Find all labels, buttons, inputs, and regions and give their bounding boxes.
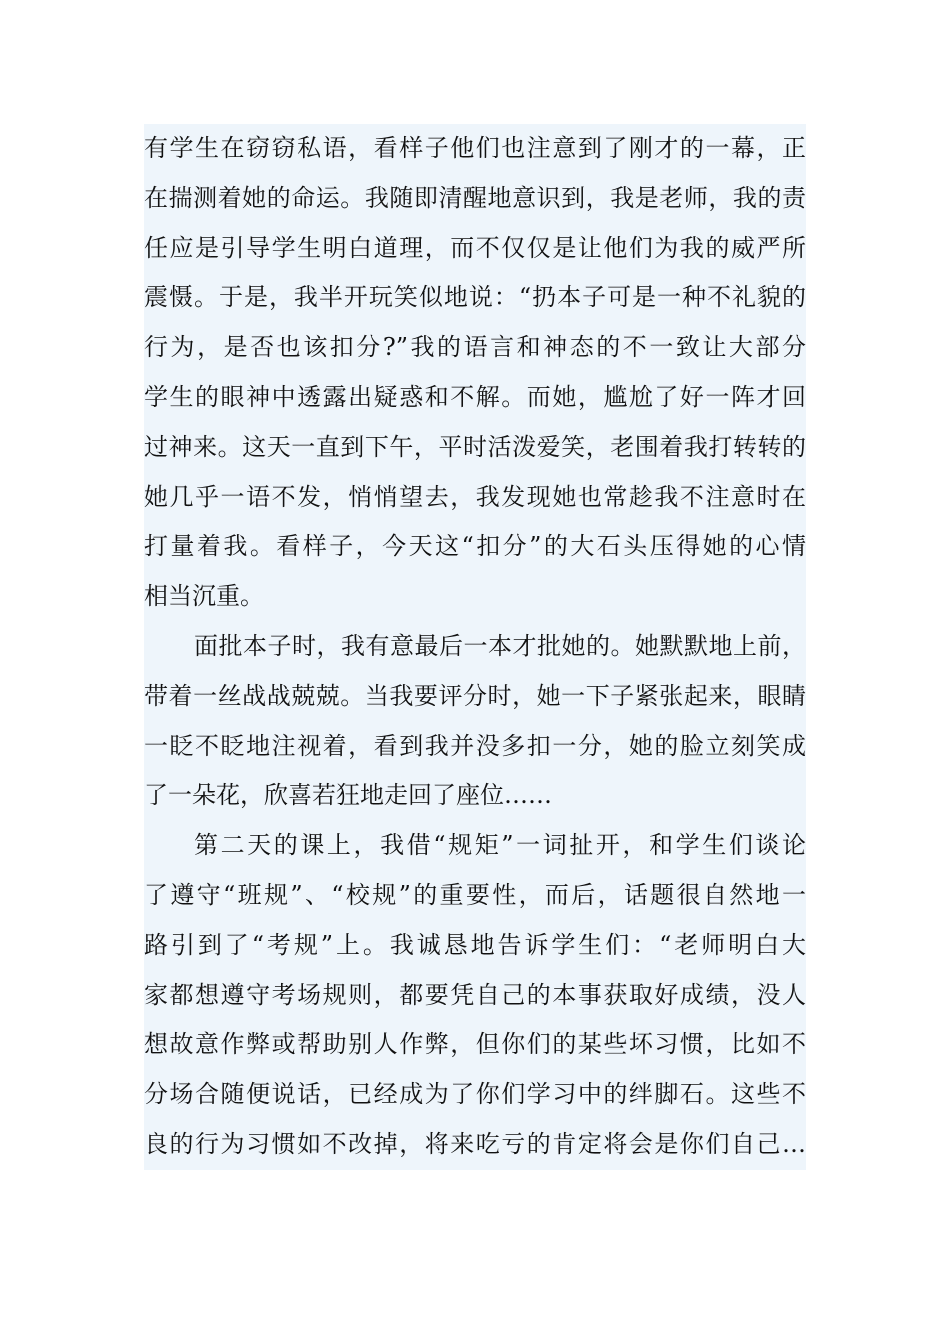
body-text-block — [144, 124, 806, 1170]
text-line: 带着一丝战战兢兢。当我要评分时，她一下子紧张起来，眼睛 — [144, 681, 806, 710]
text-line: 面批本子时，我有意最后一本才批她的。她默默地上前， — [194, 631, 806, 660]
text-line: 家都想遵守考场规则，都要凭自己的本事获取好成绩，没人 — [144, 980, 806, 1009]
text-line: 相当沉重。 — [144, 582, 264, 611]
text-line: 震慑。于是，我半开玩笑似地说：“扔本子可是一种不礼貌的 — [144, 283, 806, 312]
text-line: 路引到了“考规”上。我诚恳地告诉学生们：“老师明白大 — [144, 930, 806, 959]
text-line: 了一朵花，欣喜若狂地走回了座位…… — [144, 781, 552, 810]
text-line: 良的行为习惯如不改掉，将来吃亏的肯定将会是你们自己… — [144, 1129, 806, 1158]
text-line: 在揣测着她的命运。我随即清醒地意识到，我是老师，我的责 — [144, 183, 806, 212]
text-line: 分场合随便说话，已经成为了你们学习中的绊脚石。这些不 — [144, 1080, 806, 1109]
text-line: 第二天的课上，我借“规矩”一词扯开，和学生们谈论 — [194, 831, 806, 860]
text-line: 一眨不眨地注视着，看到我并没多扣一分，她的脸立刻笑成 — [144, 731, 806, 760]
text-line: 过神来。这天一直到下午，平时活泼爱笑，老围着我打转转的 — [144, 432, 806, 461]
text-line: 任应是引导学生明白道理，而不仅仅是让他们为我的威严所 — [144, 233, 806, 262]
text-line: 想故意作弊或帮助别人作弊，但你们的某些坏习惯，比如不 — [144, 1030, 806, 1059]
text-line: 打量着我。看样子，今天这“扣分”的大石头压得她的心情 — [144, 532, 806, 561]
text-line: 了遵守“班规”、“校规”的重要性，而后，话题很自然地一 — [144, 880, 806, 909]
text-line: 学生的眼神中透露出疑惑和不解。而她，尴尬了好一阵才回 — [144, 382, 806, 411]
text-line: 行为，是否也该扣分?”我的语言和神态的不一致让大部分 — [144, 333, 806, 362]
text-line: 有学生在窃窃私语，看样子他们也注意到了刚才的一幕，正 — [144, 134, 806, 162]
text-line: 她几乎一语不发，悄悄望去，我发现她也常趁我不注意时在 — [144, 482, 806, 511]
